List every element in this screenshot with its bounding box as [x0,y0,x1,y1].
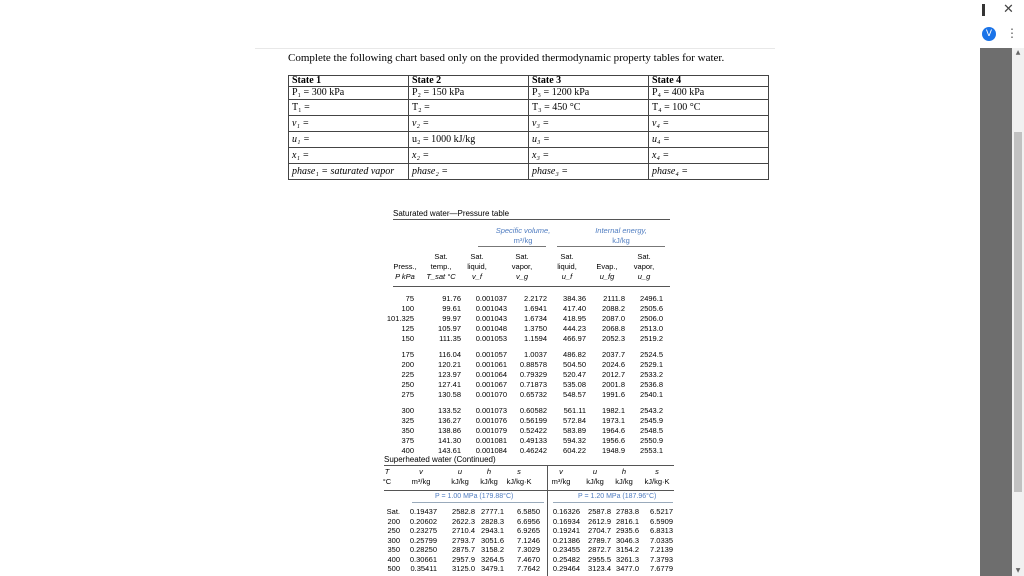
table-cell: v₂ = [409,116,529,132]
table-cell: 2553.1 [640,446,663,455]
table-cell: State 4 [649,76,769,87]
table-cell: T₃ = 450 °C [529,100,649,116]
table-cell: phase₁ = saturated vapor [289,164,409,180]
table-cell: 500 [387,564,400,573]
divider [557,246,665,247]
table-cell: 2540.1 [640,390,663,399]
table-cell: v₄ = [649,116,769,132]
column-header: temp., [430,262,452,271]
column-header: liquid, [557,262,577,271]
table-cell: T₄ = 100 °C [649,100,769,116]
table-cell: 0.19241 [552,526,580,535]
table-cell: 0.001084 [475,446,507,455]
table-cell: 2536.8 [640,380,663,389]
table-cell: 0.79329 [519,370,547,379]
column-header: Sat. [434,252,448,261]
table-cell: 91.76 [442,294,461,303]
table-cell: 0.56199 [519,416,547,425]
table-cell: 3125.0 [452,564,475,573]
table-cell: u₁ = [289,132,409,148]
table-cell: 2524.5 [640,350,663,359]
table-cell: 250 [401,380,414,389]
table-cell: 400 [387,554,400,564]
table-cell: 535.08 [563,380,586,389]
table-cell: P₁ = 300 kPa [289,87,409,100]
table-cell: 2957.9 [452,554,475,564]
table-cell: 7.3029 [517,545,540,554]
table-cell: 0.001079 [475,426,507,435]
table-cell: 99.97 [442,314,461,323]
table-cell: 0.30661 [409,554,437,564]
table-cell: 100 [401,304,414,313]
table-cell: State 3 [529,76,649,87]
table-cell: 7.7642 [517,564,540,573]
scroll-down-icon[interactable]: ▼ [1015,567,1021,574]
table-cell: 375 [401,436,414,445]
column-header: Sat. [637,252,651,261]
divider [255,48,775,49]
table-cell: 2943.1 [481,526,504,535]
table-cell: 143.61 [438,446,461,455]
table-cell: 2496.1 [640,294,663,303]
table-cell: 3154.2 [616,545,639,554]
table-cell: 0.19437 [409,507,437,516]
column-header: s [655,467,659,476]
table-cell: 127.41 [438,380,461,389]
table-cell: 2872.7 [588,545,611,554]
table-cell: 2587.8 [588,507,611,516]
table-cell: 1.3750 [524,324,547,333]
table-cell: 6.5850 [517,507,540,516]
pressure-header-right: P = 1.20 MPa (187.96°C) [578,493,657,500]
column-header: v_f [471,272,482,281]
table-cell: 300 [401,406,414,415]
column-header: u [592,467,598,476]
table-cell: 2816.1 [616,516,639,526]
table-cell: 1973.1 [602,416,625,425]
table-cell: 105.97 [438,324,461,333]
table-cell: 2111.8 [603,294,625,303]
table-cell: 0.23275 [409,526,437,535]
table-cell: 604.22 [563,446,586,455]
table-cell: 2875.7 [452,545,475,554]
internal-energy-unit: kJ/kg [612,236,630,245]
table-cell: 6.5909 [650,516,673,526]
table-row [289,100,769,116]
table-cell: 2001.8 [602,380,625,389]
table-cell: 2548.5 [640,426,663,435]
table-cell: 418.95 [563,314,586,323]
table-cell: 2789.7 [588,535,611,545]
table-cell: 0.49133 [519,436,547,445]
table-cell: 6.6956 [517,516,540,526]
table-row [289,164,769,180]
table-cell: 6.5217 [650,507,673,516]
column-header: kJ/kg·K [506,477,532,486]
table-cell: 1982.1 [602,406,625,415]
table-cell: P₃ = 1200 kPa [529,87,649,100]
table-cell: x₄ = [649,148,769,164]
table-cell: State 1 [289,76,409,87]
table-cell: 7.4670 [517,554,540,564]
table-cell: 0.65732 [519,390,547,399]
specific-volume-unit: m³/kg [513,236,533,245]
table-cell: 120.21 [438,360,461,369]
column-header: Sat. [515,252,529,261]
table-cell: 0.001076 [475,416,507,425]
column-header: s [517,467,521,476]
column-header: Sat. [560,252,574,261]
table-cell: 0.29464 [552,564,580,573]
table-cell: 0.001067 [475,380,507,389]
table-cell: 3477.0 [616,564,639,573]
table-cell: 1.0037 [524,350,547,359]
table-cell: 0.88578 [519,360,547,369]
divider [384,490,674,491]
table-cell: 444.23 [563,324,586,333]
table-cell: 3051.6 [481,535,504,545]
table-cell: v₃ = [529,116,649,132]
column-header: T_sat °C [426,272,456,281]
table-cell: T₁ = [289,100,409,116]
table-cell: 583.89 [563,426,586,435]
table-cell: 7.0335 [650,535,673,545]
table-cell: 2087.0 [602,314,625,323]
table-cell: 2622.3 [452,516,475,526]
table-cell: 250 [387,526,400,535]
table-cell: 504.50 [563,360,586,369]
pressure-header-left: P = 1.00 MPa (179.88°C) [435,493,514,500]
column-header: m³/kg [551,477,571,486]
table-cell: phase₂ = [409,164,529,180]
side-panel [980,48,1012,576]
table-cell: 125 [401,324,414,333]
table-cell: 2052.3 [602,334,625,343]
table-cell: 0.35411 [410,564,437,573]
table-cell: 111.35 [439,334,461,343]
column-header: v [559,467,563,476]
table-cell: 400 [401,446,414,455]
table-cell: 116.04 [438,350,461,359]
table-cell: 0.71873 [519,380,547,389]
table-cell: 0.001043 [475,304,507,313]
table-cell: 1948.9 [602,446,625,455]
table-cell: 225 [401,370,414,379]
divider [384,465,674,466]
column-header: m³/kg [411,477,431,486]
table-cell: 6.8313 [650,526,673,535]
table-cell: 275 [401,390,414,399]
table-cell: 2533.2 [640,370,663,379]
table-cell: 0.46242 [519,446,547,455]
table-cell: 0.001061 [475,360,507,369]
column-header: u_g [637,272,651,281]
table-cell: 561.11 [563,406,586,415]
states-table [288,75,769,180]
table-cell: phase₃ = [529,164,649,180]
table-cell: 0.60582 [519,406,547,415]
table-cell: 2550.9 [640,436,663,445]
table-cell: 2545.9 [640,416,663,425]
table-cell: 75 [405,294,414,303]
table-cell: 1956.6 [602,436,625,445]
table-cell: 1.6941 [524,304,547,313]
table-cell: 2828.3 [481,516,504,526]
table-cell: x₂ = [409,148,529,164]
column-header: u_fg [599,272,615,281]
table-cell: 2505.6 [640,304,663,313]
table-cell: 0.001043 [475,314,507,323]
table-cell: 0.23455 [552,545,580,554]
table-cell: x₁ = [289,148,409,164]
table-row [289,76,769,87]
table-cell: 2704.7 [588,526,611,535]
table-cell: 7.6779 [650,564,673,573]
column-header: °C [382,477,392,486]
table-cell: 350 [401,426,414,435]
table-cell: u₃ = [529,132,649,148]
table-cell: 3479.1 [481,564,504,573]
table-cell: 520.47 [563,370,586,379]
question-text: Complete the following chart based only on the provided thermodynamic property tables for water. [288,52,725,64]
table-cell: 7.1246 [517,535,540,545]
divider [393,286,670,287]
column-header: T [384,467,390,476]
table-cell: 3123.4 [588,564,611,573]
table-cell: 2037.7 [602,350,625,359]
table-cell: 2935.6 [616,526,639,535]
table-cell: 0.001073 [475,406,507,415]
table-cell: 0.16934 [552,516,580,526]
table-cell: 175 [401,350,414,359]
table-cell: 2088.2 [602,304,625,313]
column-header: kJ/kg [586,477,604,486]
table-cell: 0.001081 [475,436,507,445]
column-header: kJ/kg [615,477,633,486]
table-cell: 0.001064 [475,370,507,379]
scrollbar-thumb[interactable] [1014,132,1022,492]
table-cell: 2955.5 [588,554,611,564]
more-options-icon[interactable]: ⋮ [1006,26,1018,40]
table-cell: 3264.5 [481,554,504,564]
table-cell: P₄ = 400 kPa [649,87,769,100]
table-cell: 2513.0 [640,324,663,333]
column-header: Sat. [470,252,484,261]
avatar[interactable]: V [982,27,996,41]
table-cell: 7.3793 [650,554,673,564]
divider [478,246,546,247]
table-cell: 0.001053 [475,334,507,343]
table-cell: 136.27 [438,416,461,425]
table-cell: 99.61 [442,304,461,313]
table-cell: 2068.8 [602,324,625,333]
table-cell: 130.58 [438,390,461,399]
table-row [289,87,769,100]
table-cell: T₂ = [409,100,529,116]
table-cell: 200 [401,360,414,369]
column-header: kJ/kg [480,477,498,486]
table-cell: 384.36 [563,294,586,303]
column-header: u [457,467,463,476]
table-cell: 2529.1 [640,360,663,369]
column-header: P kPa [395,272,415,281]
table-cell: 2012.7 [602,370,625,379]
table-cell: 101.325 [386,314,414,323]
table-cell: 548.57 [563,390,586,399]
table-cell: 2793.7 [452,535,475,545]
table-cell: 2506.0 [640,314,663,323]
table-cell: P₂ = 150 kPa [409,87,529,100]
table-cell: 0.21386 [552,535,580,545]
column-header: vapor, [633,262,655,271]
table-cell: v₁ = [289,116,409,132]
column-header: v_g [515,272,529,281]
table-cell: 0.001057 [475,350,507,359]
table-cell: 2024.6 [602,360,625,369]
table-cell: 0.20602 [409,516,437,526]
table-cell: 2710.4 [452,526,475,535]
table-cell: 141.30 [438,436,461,445]
table-cell: 2777.1 [481,507,504,516]
column-header: vapor, [511,262,533,271]
table-cell: 133.52 [438,406,461,415]
table-cell: 2.2172 [524,294,547,303]
close-icon[interactable]: ✕ [1003,2,1014,17]
column-header: h [486,467,492,476]
table-cell: 200 [387,516,400,526]
table-cell: 2519.2 [640,334,663,343]
table-cell: u₄ = [649,132,769,148]
table-cell: 2582.8 [452,507,475,516]
table-cell: 0.001048 [475,324,507,333]
column-header: kJ/kg·K [644,477,670,486]
table-cell: 3261.3 [616,554,639,564]
scrollbar[interactable] [1012,48,1024,576]
table-cell: 350 [387,545,400,554]
table-row [289,116,769,132]
column-header: kJ/kg [451,477,469,486]
superheated-table-title: Superheated water (Continued) [384,455,496,464]
column-header: liquid, [467,262,487,271]
table-cell: 486.82 [563,350,586,359]
table-cell: u₂ = 1000 kJ/kg [409,132,529,148]
table-cell: 7.2139 [650,545,673,554]
divider [393,219,670,220]
table-cell: 0.25799 [409,535,437,545]
table-cell: 594.32 [563,436,586,445]
specific-volume-header: Specific volume, [495,226,551,235]
table-cell: 0.001037 [475,294,507,303]
table-cell: 2543.2 [640,406,663,415]
table-cell: 6.9265 [517,526,540,535]
table-cell: 138.86 [438,426,461,435]
table-cell: 300 [387,535,400,545]
chrome-handle-icon [982,4,985,16]
table-cell: 0.28250 [409,545,437,554]
table-cell: 2783.8 [616,507,639,516]
table-cell: 0.52422 [519,426,547,435]
table-row [289,148,769,164]
table-cell: 1964.6 [602,426,625,435]
table-cell: 325 [401,416,414,425]
table-cell: 417.40 [563,304,586,313]
column-header: Evap., [596,262,618,271]
table-cell: 572.84 [563,416,586,425]
table-cell: 1.1594 [524,334,547,343]
table-cell: 1991.6 [602,390,625,399]
table-cell: 150 [401,334,414,343]
table-cell: 3046.3 [616,535,639,545]
column-header: h [621,467,627,476]
saturated-table-title: Saturated water—Pressure table [393,209,510,218]
table-cell: 0.25482 [552,554,580,564]
column-header: u_f [561,272,573,281]
table-row [289,132,769,148]
internal-energy-header: Internal energy, [595,226,647,235]
table-cell: 123.97 [438,370,461,379]
table-cell: State 2 [409,76,529,87]
divider [553,502,673,503]
table-cell: 2612.9 [588,516,611,526]
table-cell: 1.6734 [524,314,547,323]
table-cell: 0.001070 [475,390,507,399]
table-cell: Sat. [386,507,400,516]
table-cell: phase₄ = [649,164,769,180]
column-header: Press., [393,262,417,271]
table-cell: 3158.2 [481,545,504,554]
table-cell: x₃ = [529,148,649,164]
divider [412,502,544,503]
column-header: v [419,467,423,476]
table-cell: 466.97 [563,334,586,343]
scroll-up-icon[interactable]: ▲ [1015,49,1021,56]
table-cell: 0.16326 [552,507,580,516]
